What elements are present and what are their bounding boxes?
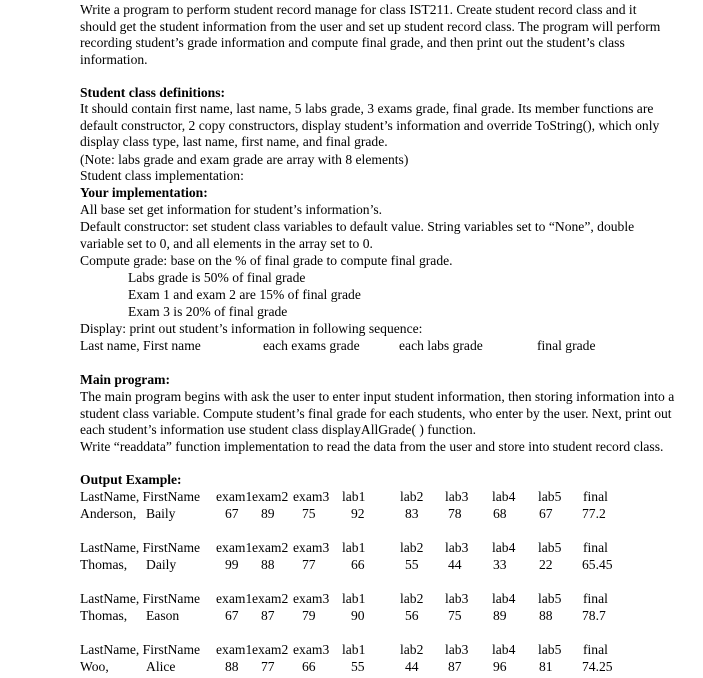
table-header-cell: LastName, FirstName	[80, 540, 201, 555]
grade-cell: 88	[225, 659, 239, 674]
grade-cell: 66	[351, 557, 365, 572]
table-header-cell: lab3	[445, 642, 469, 657]
table-header-cell: exam2	[252, 591, 289, 606]
table-header-cell: lab3	[445, 540, 469, 555]
base-set-text: All base set get information for student’s information’s.	[80, 202, 383, 217]
student-first-name: Baily	[146, 506, 176, 521]
table-header-cell: lab3	[445, 591, 469, 606]
student-first-name: Alice	[146, 659, 176, 674]
exam3-percentage: Exam 3 is 20% of final grade	[128, 304, 288, 319]
table-header-cell: exam2	[252, 489, 289, 504]
table-header-cell: LastName, FirstName	[80, 642, 201, 657]
grade-cell: 55	[351, 659, 365, 674]
table-header-cell: lab5	[538, 489, 562, 504]
grade-cell: 83	[405, 506, 419, 521]
exam12-percentage: Exam 1 and exam 2 are 15% of final grade	[128, 287, 361, 302]
student-class-heading: Student class definitions:	[80, 85, 226, 100]
table-header-cell: final	[583, 642, 608, 657]
grade-cell: 68	[493, 506, 507, 521]
grade-cell: 87	[261, 608, 275, 623]
grade-cell: 74.25	[582, 659, 613, 674]
grade-cell: 89	[261, 506, 275, 521]
grade-cell: 88	[539, 608, 553, 623]
sequence-name: Last name, First name	[80, 338, 201, 353]
output-example-heading: Output Example:	[80, 472, 182, 487]
grade-cell: 78	[448, 506, 462, 521]
grade-cell: 77	[302, 557, 316, 572]
table-header-cell: lab1	[342, 591, 366, 606]
grade-cell: 65.45	[582, 557, 613, 572]
table-header-cell: lab5	[538, 591, 562, 606]
compute-grade-text: Compute grade: base on the % of final grade to compute final grade.	[80, 253, 453, 268]
table-header-cell: exam1	[216, 489, 253, 504]
labs-percentage: Labs grade is 50% of final grade	[128, 270, 306, 285]
table-header-cell: lab2	[400, 540, 424, 555]
table-header-cell: lab1	[342, 642, 366, 657]
grade-cell: 77	[261, 659, 275, 674]
grade-cell: 92	[351, 506, 365, 521]
table-header-cell: final	[583, 489, 608, 504]
table-header-cell: exam3	[293, 489, 330, 504]
grade-cell: 90	[351, 608, 365, 623]
student-first-name: Eason	[146, 608, 180, 623]
student-last-name: Anderson,	[80, 506, 137, 521]
grade-cell: 22	[539, 557, 553, 572]
grade-cell: 75	[302, 506, 316, 521]
grade-cell: 88	[261, 557, 275, 572]
student-class-definition: It should contain first name, last name, 5 labs grade, 3 exams grade, final grade. Its member functions are default constructor, 2 copy constructors, display student’s information and override ToString(), which only display class type, last name, first name, and final grade.	[80, 101, 660, 150]
table-header-cell: LastName, FirstName	[80, 591, 201, 606]
grade-cell: 67	[225, 608, 239, 623]
grade-cell: 75	[448, 608, 462, 623]
student-last-name: Thomas,	[80, 557, 128, 572]
table-header-cell: final	[583, 540, 608, 555]
table-header-cell: lab3	[445, 489, 469, 504]
table-header-cell: lab2	[400, 642, 424, 657]
student-first-name: Daily	[146, 557, 177, 572]
sequence-labs: each labs grade	[399, 338, 483, 353]
table-header-cell: exam2	[252, 540, 289, 555]
table-header-cell: lab4	[492, 540, 516, 555]
intro-paragraph: Write a program to perform student record manage for class IST211. Create student record class and it should get the student information from the user and set up student record class. The program will perform recording student’s grade information and compute final grade, and then print out the student’s class information.	[80, 2, 661, 67]
main-program-heading: Main program:	[80, 372, 170, 387]
grade-cell: 81	[539, 659, 553, 674]
readdata-text: Write “readdata” function implementation to read the data from the user and store into student record class.	[80, 439, 664, 454]
grade-cell: 79	[302, 608, 316, 623]
table-header-cell: exam3	[293, 540, 330, 555]
grade-cell: 66	[302, 659, 316, 674]
table-header-cell: final	[583, 591, 608, 606]
table-header-cell: lab4	[492, 489, 516, 504]
table-header-cell: exam1	[216, 591, 253, 606]
table-header-cell: lab2	[400, 591, 424, 606]
array-note: (Note: labs grade and exam grade are array with 8 elements)	[80, 152, 409, 167]
table-header-cell: lab5	[538, 642, 562, 657]
grade-cell: 67	[225, 506, 239, 521]
grade-cell: 77.2	[582, 506, 606, 521]
sequence-exams: each exams grade	[263, 338, 360, 353]
grade-cell: 99	[225, 557, 239, 572]
your-implementation-heading: Your implementation:	[80, 185, 208, 200]
grade-cell: 67	[539, 506, 553, 521]
sequence-final: final grade	[537, 338, 596, 353]
implementation-label: Student class implementation:	[80, 168, 244, 183]
table-header-cell: exam1	[216, 540, 253, 555]
table-header-cell: lab2	[400, 489, 424, 504]
main-program-text: The main program begins with ask the user to enter input student information, then storing information into a student class variable. Compute student’s final grade for each students, who enter by the user. Next, print out each student’s information use student class displayAllGrade( ) function.	[80, 389, 675, 438]
table-header-cell: lab1	[342, 489, 366, 504]
grade-cell: 87	[448, 659, 462, 674]
grade-cell: 89	[493, 608, 507, 623]
table-header-cell: exam3	[293, 591, 330, 606]
table-header-cell: lab4	[492, 642, 516, 657]
grade-cell: 78.7	[582, 608, 606, 623]
display-text: Display: print out student’s information in following sequence:	[80, 321, 423, 336]
table-header-cell: lab4	[492, 591, 516, 606]
default-constructor-text: Default constructor: set student class variables to default value. String variables set to “None”, double variable set to 0, and all elements in the array set to 0.	[80, 219, 635, 251]
grade-cell: 33	[493, 557, 507, 572]
student-last-name: Thomas,	[80, 608, 128, 623]
table-header-cell: exam2	[252, 642, 289, 657]
table-header-cell: exam1	[216, 642, 253, 657]
table-header-cell: LastName, FirstName	[80, 489, 201, 504]
table-header-cell: lab1	[342, 540, 366, 555]
grade-cell: 56	[405, 608, 419, 623]
grade-cell: 44	[448, 557, 462, 572]
grade-cell: 55	[405, 557, 419, 572]
student-last-name: Woo,	[80, 659, 109, 674]
table-header-cell: exam3	[293, 642, 330, 657]
table-header-cell: lab5	[538, 540, 562, 555]
grade-cell: 44	[405, 659, 419, 674]
grade-cell: 96	[493, 659, 507, 674]
